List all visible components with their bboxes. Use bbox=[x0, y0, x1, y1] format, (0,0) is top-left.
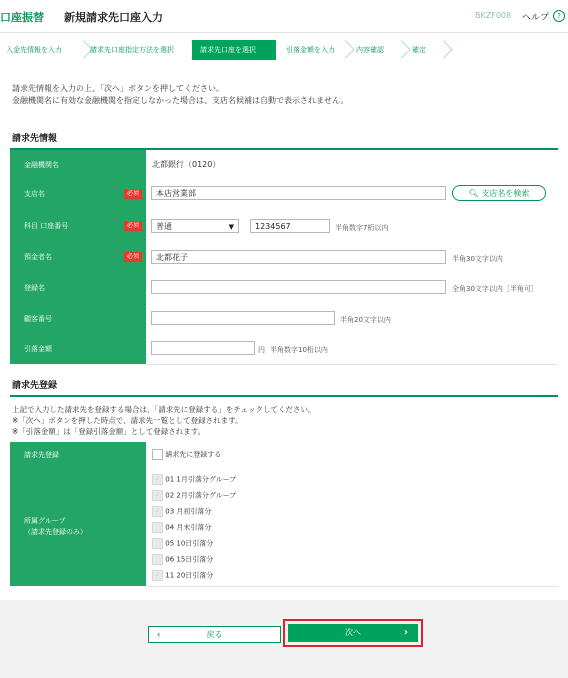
step-6 bbox=[406, 40, 444, 60]
step-label: 引落金額を入力 bbox=[286, 46, 335, 54]
step-1 bbox=[0, 40, 84, 60]
group-option bbox=[152, 490, 236, 501]
description-line: ※「次へ」ボタンを押した時点で、請求先一覧として登録されます。 bbox=[12, 416, 243, 425]
field-label bbox=[10, 210, 146, 242]
progress-steps bbox=[0, 40, 568, 60]
checkbox-disabled-icon: ✓ bbox=[152, 490, 163, 501]
chevron-left-icon: ‹ bbox=[157, 630, 161, 639]
reg-name-label: 登録名 bbox=[24, 284, 45, 292]
reg-name-note: 全角30文字以内［半角可］ bbox=[452, 285, 538, 293]
step-label: 内容確認 bbox=[356, 46, 384, 54]
account-number-input[interactable]: 1234567 bbox=[250, 219, 330, 233]
step-5 bbox=[348, 40, 402, 60]
group-option bbox=[152, 474, 236, 485]
customer-no-label: 顧客番号 bbox=[24, 315, 52, 323]
field-label bbox=[10, 150, 146, 178]
group-option bbox=[152, 570, 213, 581]
help-icon[interactable]: ? bbox=[553, 10, 565, 22]
field-value bbox=[146, 150, 558, 179]
group-row bbox=[10, 466, 558, 587]
field-label bbox=[10, 466, 146, 586]
next-label: 次へ bbox=[345, 628, 361, 637]
customer-no-note: 半角20文字以内 bbox=[340, 316, 391, 324]
chevron-down-icon: ▼ bbox=[228, 223, 234, 231]
instructions bbox=[12, 83, 348, 107]
amount-note: 半角数字10桁以内 bbox=[270, 346, 328, 354]
bank-label: 金融機関名 bbox=[24, 161, 59, 169]
help-link[interactable]: ヘルプ bbox=[522, 13, 550, 23]
step-4 bbox=[282, 40, 346, 60]
page-header bbox=[0, 0, 568, 33]
instruction-line: 請求先情報を入力の上、「次へ」ボタンを押してください。 bbox=[12, 84, 224, 93]
amount-label: 引落金額 bbox=[24, 345, 52, 353]
holder-name-input[interactable]: 北都花子 bbox=[151, 250, 446, 264]
checkbox-disabled-icon bbox=[152, 554, 163, 565]
checkbox-disabled-icon bbox=[152, 522, 163, 533]
register-checkbox-label: 請求先に登録する bbox=[165, 450, 222, 459]
group-option-label: 01 1月引落分グループ bbox=[165, 475, 237, 484]
next-button-highlight bbox=[283, 619, 423, 647]
checkbox-disabled-icon: ✓ bbox=[152, 570, 163, 581]
group-option-label: 04 月末引落分 bbox=[165, 523, 212, 532]
back-button[interactable] bbox=[148, 626, 281, 643]
register-label: 請求先登録 bbox=[24, 451, 59, 459]
branch-label: 支店名 bbox=[24, 190, 45, 198]
bank-row bbox=[10, 150, 558, 179]
field-label bbox=[10, 272, 146, 304]
field-label bbox=[10, 334, 146, 364]
step-arrow-icon bbox=[434, 40, 452, 58]
checkbox-disabled-icon: ✓ bbox=[152, 474, 163, 485]
step-label: 入金先情報を入力 bbox=[6, 46, 62, 54]
instruction-line: 金融機関名に有効な金融機関を指定しなかった場合は、支店名候補は自動で表示されません。 bbox=[12, 96, 349, 105]
required-badge: 必須 bbox=[124, 189, 142, 199]
checkbox-disabled-icon bbox=[152, 538, 163, 549]
field-label bbox=[10, 442, 146, 466]
field-label bbox=[10, 178, 146, 210]
page-title: 新規請求先口座入力 bbox=[64, 11, 163, 24]
search-icon: 🔍︎ bbox=[468, 189, 479, 198]
account-label: 科目 口座番号 bbox=[24, 222, 69, 230]
section-divider bbox=[10, 395, 558, 397]
group-option-label: 02 2月引落分グループ bbox=[165, 491, 237, 500]
registration-description bbox=[12, 404, 316, 437]
required-badge: 必須 bbox=[124, 252, 142, 262]
register-row bbox=[10, 442, 558, 467]
next-button[interactable] bbox=[288, 624, 418, 642]
group-label: 所属グループ bbox=[24, 517, 66, 525]
step-2 bbox=[84, 40, 192, 60]
required-badge: 必須 bbox=[124, 221, 142, 231]
holder-label: 預金者名 bbox=[24, 253, 52, 261]
field-label bbox=[10, 304, 146, 334]
step-label: 確定 bbox=[412, 46, 426, 54]
group-option bbox=[152, 538, 213, 549]
branch-search-button[interactable] bbox=[452, 185, 546, 201]
group-option-label: 11 20日引落分 bbox=[165, 571, 214, 580]
chevron-right-icon: › bbox=[403, 627, 408, 638]
branch-search-label: 支店名を検索 bbox=[481, 189, 530, 198]
customer-number-input[interactable] bbox=[151, 311, 335, 325]
register-checkbox[interactable] bbox=[152, 449, 163, 460]
group-option bbox=[152, 506, 211, 517]
group-option bbox=[152, 554, 213, 565]
amount-input[interactable] bbox=[151, 341, 255, 355]
group-option-label: 05 10日引落分 bbox=[165, 539, 214, 548]
screen-code: BKZF008 bbox=[475, 11, 512, 20]
step-3-current bbox=[192, 40, 276, 60]
step-label: 請求先口座指定方法を選択 bbox=[90, 46, 174, 54]
group-option-label: 06 15日引落分 bbox=[165, 555, 214, 564]
amount-unit: 円 bbox=[258, 346, 265, 354]
bank-value: 北都銀行（0120） bbox=[152, 160, 221, 169]
registration-title: 請求先登録 bbox=[12, 381, 58, 391]
holder-note: 半角30文字以内 bbox=[452, 255, 503, 263]
description-line: ※「引落金額」は「登録引落金額」として登録されます。 bbox=[12, 427, 206, 436]
group-sublabel: （請求先登録のみ） bbox=[24, 528, 87, 536]
register-checkbox-row[interactable] bbox=[152, 449, 221, 460]
group-option-label: 03 月初引落分 bbox=[165, 507, 212, 516]
description-line: 上記で入力した請求先を登録する場合は、「請求先に登録する」をチェックしてください。 bbox=[12, 405, 316, 414]
category-title: 口座振替 bbox=[0, 11, 44, 24]
checkbox-disabled-icon: ✓ bbox=[152, 506, 163, 517]
step-label: 請求先口座を選択 bbox=[200, 46, 256, 54]
back-label: 戻る bbox=[206, 630, 223, 639]
account-type-value: 普通 bbox=[156, 222, 172, 231]
account-note: 半角数字7桁以内 bbox=[335, 224, 389, 232]
field-label bbox=[10, 242, 146, 272]
group-option bbox=[152, 522, 211, 533]
branch-name-input[interactable]: 本店営業部 bbox=[151, 186, 446, 200]
account-type-select[interactable] bbox=[151, 219, 239, 233]
registered-name-input[interactable] bbox=[151, 280, 446, 294]
billing-info-title: 請求先情報 bbox=[12, 134, 58, 144]
